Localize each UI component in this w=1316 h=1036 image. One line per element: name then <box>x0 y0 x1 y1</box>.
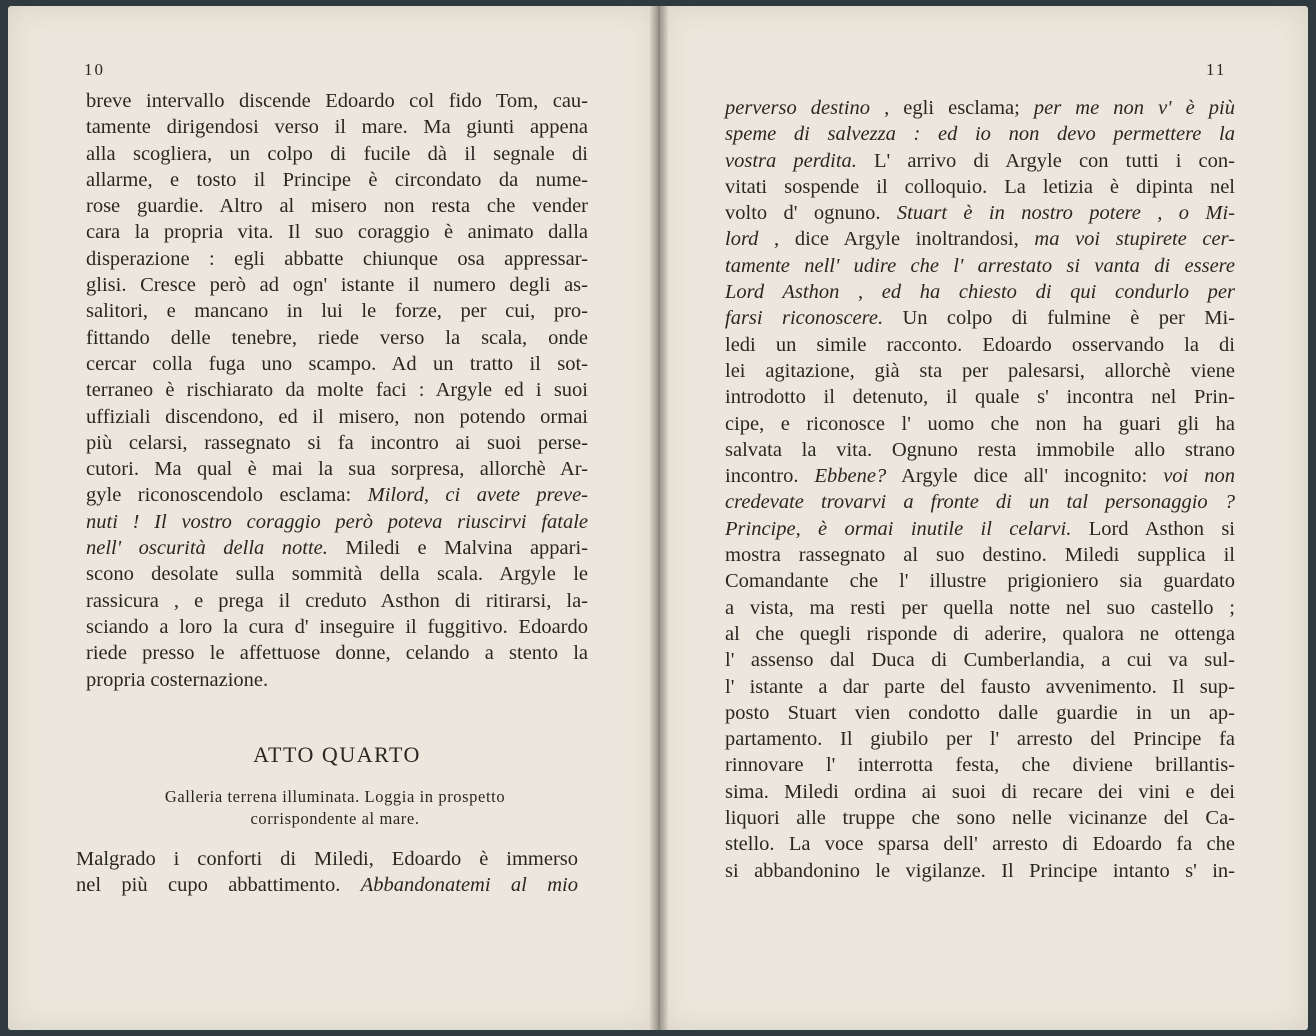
roman-segment: partamento. Il giubilo per l' arresto del Principe fa <box>725 728 1235 751</box>
text-line <box>725 831 1235 857</box>
text-line <box>725 647 1235 673</box>
text-line <box>86 325 588 351</box>
roman-segment: rinnovare l' interrotta festa, che diviene brillantis- <box>725 754 1235 777</box>
text-line <box>86 88 588 114</box>
text-line <box>725 752 1235 778</box>
text-line <box>86 482 588 508</box>
roman-segment: cara la propria vita. Il suo coraggio è animato dalla <box>86 221 588 244</box>
text-line <box>86 561 588 587</box>
roman-segment: gyle riconoscendolo esclama: <box>86 484 368 507</box>
italic-segment: Ebbene? <box>814 465 887 488</box>
roman-segment: allarme, e tosto il Principe è circondato da nume- <box>86 168 588 191</box>
roman-segment: ledi un simile racconto. Edoardo osservando la di <box>725 333 1235 356</box>
text-line <box>86 588 588 614</box>
text-line <box>725 595 1235 621</box>
italic-segment: tamente nell' udire che l' arrestato si vanta di essere <box>725 254 1235 277</box>
italic-segment: ma voi stupirete cer- <box>1034 228 1235 251</box>
roman-segment: alla scogliera, un colpo di fucile dà il segnale di <box>86 142 588 165</box>
scene-description-line-1: Galleria terrena illuminata. Loggia in prospetto <box>164 787 506 806</box>
text-line <box>86 351 588 377</box>
text-line <box>725 726 1235 752</box>
text-line <box>86 430 588 456</box>
text-line <box>725 621 1235 647</box>
roman-segment: scono desolate sulla sommità della scala. Argyle le <box>86 563 588 586</box>
text-line <box>86 246 588 272</box>
roman-segment: rose guardie. Altro al misero non resta che vender <box>86 195 588 218</box>
roman-segment: breve intervallo discende Edoardo col fido Tom, cau- <box>86 90 588 112</box>
roman-segment: Miledi e Malvina appari- <box>327 537 588 560</box>
roman-segment: cutori. Ma qual è mai la sua sorpresa, allorchè Ar- <box>86 458 588 481</box>
text-line <box>725 489 1235 515</box>
text-line <box>86 219 588 245</box>
text-line <box>76 872 578 898</box>
text-line <box>86 640 588 666</box>
text-line <box>725 516 1235 542</box>
roman-segment: cercar colla fuga uno scampo. Ad un tratto il sot- <box>86 352 588 375</box>
italic-segment: nuti ! Il vostro coraggio però poteva riuscirvi fatale <box>86 510 588 533</box>
text-line <box>76 846 578 872</box>
text-line <box>86 272 588 298</box>
roman-segment: disperazione : egli abbatte chiunque osa appressar- <box>86 247 588 270</box>
text-line <box>725 332 1235 358</box>
text-line <box>725 674 1235 700</box>
roman-segment: Comandante che l' illustre prigioniero sia guardato <box>725 570 1235 593</box>
text-line <box>86 509 588 535</box>
roman-segment: terraneo è rischiarato da molte faci : Argyle ed i suoi <box>86 379 588 402</box>
text-line <box>725 279 1235 305</box>
roman-segment: egli esclama; <box>889 97 1034 119</box>
text-line <box>725 358 1235 384</box>
roman-segment: L' arrivo di Argyle con tutti i con- <box>856 149 1235 172</box>
text-line <box>725 200 1235 226</box>
roman-segment: Lord Asthon si <box>1071 517 1235 540</box>
roman-segment: stello. La voce sparsa dell' arresto di Edoardo fa che <box>725 833 1235 856</box>
text-line <box>725 463 1235 489</box>
italic-segment: vostra perdita. <box>725 149 857 172</box>
roman-segment: mostra rassegnato al suo destino. Miledi supplica il <box>725 544 1235 567</box>
italic-segment: perverso destino , <box>725 97 890 119</box>
roman-segment: uffiziali discendono, ed il misero, non potendo ormai <box>86 405 588 428</box>
text-line <box>86 456 588 482</box>
book-gutter <box>650 6 668 1030</box>
italic-segment: Stuart è in nostro potere , o Mi- <box>896 202 1236 225</box>
act-title: ATTO QUARTO <box>253 742 421 767</box>
italic-segment: per me non v' è più <box>1033 97 1235 119</box>
text-line <box>725 542 1235 568</box>
text-line <box>725 121 1235 147</box>
page-number-right: 11 <box>1206 60 1227 79</box>
roman-segment: liquori alle truppe che sono nelle vicinanze del Ca- <box>725 807 1235 830</box>
text-line <box>86 167 588 193</box>
text-line <box>86 114 588 140</box>
roman-segment: riede presso le affettuose donne, celando a stento la <box>86 642 588 665</box>
roman-segment: propria costernazione. <box>86 668 269 691</box>
text-line <box>86 614 588 640</box>
roman-segment: nel più cupo abbattimento. <box>76 874 361 897</box>
roman-segment: l' istante a dar parte del fausto avvenimento. Il sup- <box>725 675 1235 698</box>
roman-segment: sciando a loro la cura d' inseguire il fuggitivo. Edoardo <box>86 615 588 638</box>
text-line <box>725 384 1235 410</box>
italic-segment: credevate trovarvi a fronte di un tal personaggio ? <box>725 491 1235 514</box>
text-line <box>725 305 1235 331</box>
italic-segment: speme di salvezza : ed io non devo permettere la <box>725 123 1235 146</box>
italic-segment: farsi riconoscere. <box>725 307 884 330</box>
roman-segment: sima. Miledi ordina ai suoi di recare dei vini e dei <box>725 780 1235 803</box>
text-line <box>86 193 588 219</box>
roman-segment: al che quegli risponde di aderire, qualora ne ottenga <box>725 622 1235 645</box>
text-line <box>725 568 1235 594</box>
roman-segment: Malgrado i conforti di Miledi, Edoardo è immerso <box>76 848 578 870</box>
roman-segment: Un colpo di fulmine è per Mi- <box>883 307 1235 330</box>
text-line <box>725 253 1235 279</box>
italic-segment: Lord Asthon , ed ha chiesto di qui condurlo per <box>725 281 1235 304</box>
left-tail-text <box>76 846 578 899</box>
roman-segment: salvata la vita. Ognuno resta immobile allo strano <box>725 438 1235 461</box>
text-line <box>725 95 1235 121</box>
left-body-text <box>86 88 588 693</box>
right-body-text <box>725 95 1235 884</box>
scene-description-line-2: corrispondente al mare. <box>250 809 420 828</box>
text-line <box>725 437 1235 463</box>
text-line <box>86 535 588 561</box>
roman-segment: tamente dirigendosi verso il mare. Ma giunti appena <box>86 116 588 139</box>
roman-segment: l' assenso dal Duca di Cumberlandia, a cui va sul- <box>725 649 1235 672</box>
roman-segment: si abbandonino le vigilanze. Il Principe intanto s' in- <box>725 859 1235 882</box>
text-line <box>725 148 1235 174</box>
roman-segment: fittando delle tenebre, riede verso la scala, onde <box>86 326 588 349</box>
text-line <box>86 404 588 430</box>
roman-segment: cipe, e riconosce l' uomo che non ha guari gli ha <box>725 412 1235 435</box>
roman-segment: più celarsi, rassegnato si fa incontro ai suoi perse- <box>86 431 588 454</box>
roman-segment: salitori, e mancano in lui le forze, per cui, pro- <box>86 300 588 323</box>
roman-segment: posto Stuart vien condotto dalle guardie in un ap- <box>725 701 1235 724</box>
text-line <box>725 226 1235 252</box>
roman-segment: glisi. Cresce però ad ogn' istante il numero degli as- <box>86 274 588 297</box>
roman-segment: a vista, ma resti per quella notte nel suo castello ; <box>725 596 1235 619</box>
roman-segment: Argyle dice all' incognito: <box>886 465 1164 488</box>
italic-segment: Milord, ci avete preve- <box>367 484 588 507</box>
text-line <box>86 667 588 693</box>
text-line <box>725 411 1235 437</box>
italic-segment: nell' oscurità della notte. <box>86 537 328 560</box>
roman-segment: dice Argyle inoltrandosi, <box>779 228 1035 251</box>
text-line <box>725 779 1235 805</box>
text-line <box>725 858 1235 884</box>
text-line <box>725 700 1235 726</box>
text-line <box>86 298 588 324</box>
italic-segment: voi non <box>1163 465 1235 488</box>
roman-segment: lei agitazione, già sta per palesarsi, allorchè viene <box>725 359 1235 382</box>
text-line <box>725 174 1235 200</box>
roman-segment: volto d' ognuno. <box>725 202 897 225</box>
roman-segment: vitati sospende il colloquio. La letizia è dipinta nel <box>725 175 1235 198</box>
roman-segment: rassicura , e prega il creduto Asthon di ritirarsi, la- <box>86 589 588 612</box>
text-line <box>725 805 1235 831</box>
roman-segment: incontro. <box>725 465 815 488</box>
text-line <box>86 141 588 167</box>
roman-segment: introdotto il detenuto, il quale s' incontra nel Prin- <box>725 386 1235 409</box>
text-line <box>86 377 588 403</box>
page-number-left: 10 <box>84 60 105 79</box>
italic-segment: Abbandonatemi al mio <box>360 874 578 897</box>
italic-segment: Principe, è ormai inutile il celarvi. <box>725 517 1072 540</box>
italic-segment: lord , <box>725 228 780 251</box>
